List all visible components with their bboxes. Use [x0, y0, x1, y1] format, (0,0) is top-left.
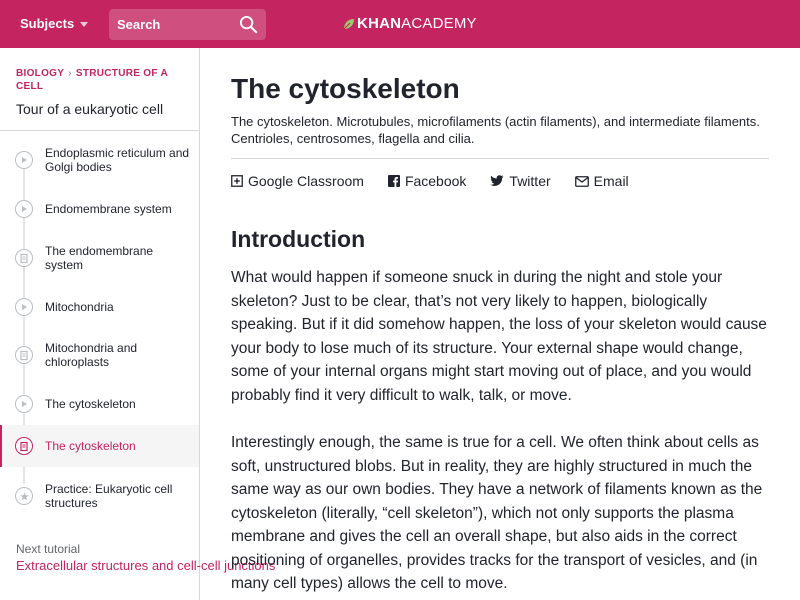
khan-academy-logo[interactable]: [343, 15, 477, 32]
search-input[interactable]: [109, 9, 229, 40]
sidebar-item-label: The cytoskeleton: [45, 397, 136, 411]
twitter-button[interactable]: [490, 173, 550, 189]
breadcrumb-unit-link[interactable]: STRUCTURE OF A CELL: [16, 68, 168, 92]
article-description: The cytoskeleton. Microtubules, microfilaments (actin filaments), and intermediate filaments. Centrioles, centrosomes, flagella and cilia.: [231, 114, 760, 146]
email-label: Email: [593, 173, 629, 189]
content-divider: [231, 158, 769, 159]
share-bar: [231, 172, 653, 190]
play-icon: [15, 298, 33, 316]
star-icon: [15, 487, 33, 505]
article-icon: [15, 249, 33, 267]
sidebar-item-mitochondria-chloroplasts[interactable]: [0, 334, 199, 376]
play-icon: [15, 151, 33, 169]
google-classroom-label: Google Classroom: [248, 173, 364, 189]
sidebar-item-cytoskeleton-article[interactable]: [0, 425, 199, 467]
search-icon[interactable]: [239, 15, 258, 34]
article-paragraph: Interestingly enough, the same is true for a cell. We often think about cells as soft, unstructured blobs. But in reality, they are highly structured in much the same way as our own bodies. They have a network of filaments known as the cytoskeleton (literally, “cell skeleton”), which not only supports the plasma membrane and gives the cell an overall shape, but also aids in the correct positioning of organelles, provides tracks for the transport of vesicles, and (in many cell types) allows the cell to move.: [231, 434, 763, 592]
sidebar-item-label: The endomembrane system: [45, 244, 154, 272]
sidebar-item-label: Endoplasmic reticulum and Golgi bodies: [45, 146, 190, 174]
sidebar-item-label: Mitochondria: [45, 300, 114, 314]
breadcrumb: [16, 67, 186, 93]
sidebar-item-label: Mitochondria and chloroplasts: [45, 341, 138, 369]
sidebar-item-label: Endomembrane system: [45, 202, 172, 216]
sidebar-item-practice[interactable]: [0, 475, 199, 517]
logo-academy-text: ACADEMY: [401, 15, 477, 32]
article-paragraph: What would happen if someone snuck in during the night and stole your skeleton? Just to be clear, that’s not very likely to happen, biologically speaking. But if it did somehow happen, the loss of your skeleton would cause your body to lose much of its structure. Your external shape would change, some of your internal organs might start moving out of place, and you would probably find it very difficult to walk, talk, or move.: [231, 269, 767, 404]
search-box: [109, 9, 266, 40]
article-icon: [15, 437, 33, 455]
next-tutorial-link[interactable]: Extracellular structures and cell-cell junctions: [16, 558, 276, 573]
page-title: The cytoskeleton: [231, 73, 460, 104]
play-icon: [15, 200, 33, 218]
leaf-icon: [343, 18, 355, 30]
facebook-button[interactable]: [388, 173, 466, 189]
top-header: [0, 0, 800, 48]
sidebar-item-cytoskeleton-video[interactable]: [0, 385, 199, 423]
tutorial-sidebar: [0, 48, 276, 600]
sidebar-item-endomembrane-video[interactable]: [0, 190, 199, 228]
subjects-label: Subjects: [20, 16, 75, 31]
breadcrumb-subject-link[interactable]: BIOLOGY: [16, 68, 65, 79]
sidebar-item-er-golgi[interactable]: [0, 140, 199, 180]
play-icon: [15, 395, 33, 413]
twitter-label: Twitter: [509, 173, 551, 189]
sidebar-item-endomembrane-article[interactable]: [0, 237, 199, 279]
sidebar-item-mitochondria[interactable]: [0, 288, 199, 326]
twitter-icon: [490, 175, 504, 187]
sidebar-divider: [0, 130, 199, 131]
email-button[interactable]: [575, 173, 629, 189]
sidebar-item-label: Practice: Eukaryotic cell structures: [45, 482, 173, 510]
email-icon: [575, 176, 589, 187]
article-icon: [15, 346, 33, 364]
next-tutorial-label: Next tutorial: [16, 542, 81, 556]
subjects-menu-button[interactable]: [20, 16, 88, 31]
chevron-down-icon: [80, 22, 88, 27]
logo-khan-text: KHAN: [357, 15, 402, 32]
google-classroom-button[interactable]: [231, 173, 364, 189]
tutorial-title: Tour of a eukaryotic cell: [16, 101, 164, 117]
google-classroom-icon: [231, 175, 243, 187]
sidebar-item-label: The cytoskeleton: [45, 439, 136, 453]
facebook-icon: [388, 175, 400, 187]
facebook-label: Facebook: [404, 173, 467, 189]
section-heading: Introduction: [231, 226, 366, 252]
chevron-right-icon: ›: [68, 68, 72, 79]
